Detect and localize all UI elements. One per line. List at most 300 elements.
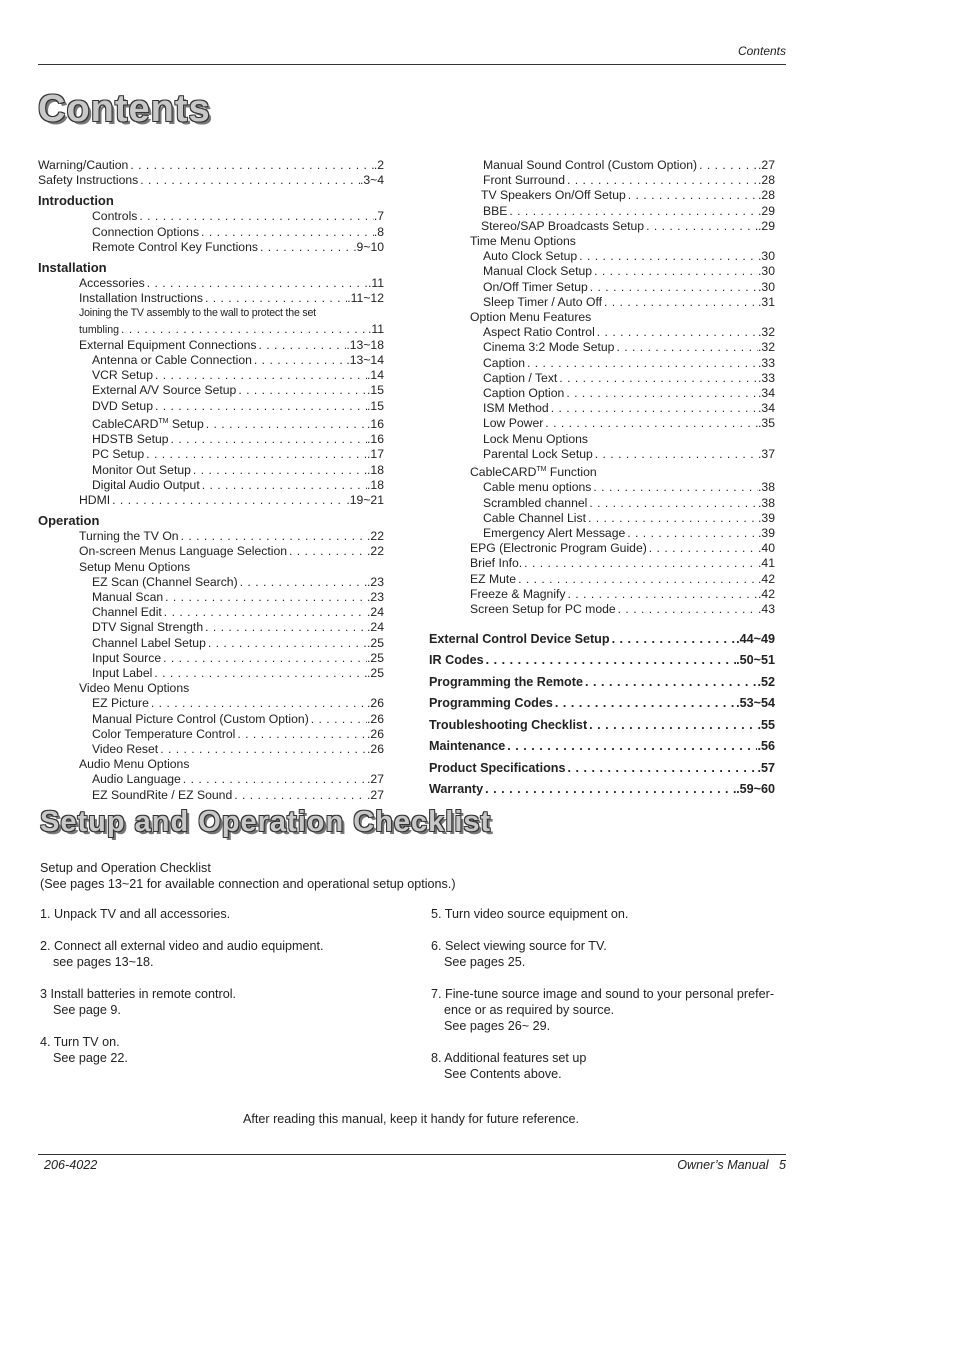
dot-leader <box>191 463 367 478</box>
toc-entry <box>429 602 775 617</box>
toc-entry <box>38 414 384 432</box>
dot-leader <box>647 541 758 556</box>
toc-entry-label <box>483 526 625 541</box>
toc-entry <box>38 353 384 368</box>
running-title: Contents <box>737 44 786 58</box>
toc-entry-label <box>92 605 162 620</box>
toc-page-number: .42 <box>758 571 775 586</box>
dot-leader <box>152 666 367 681</box>
page-footer <box>38 1154 786 1175</box>
toc-entry <box>38 696 384 711</box>
toc-entry-label <box>470 587 566 602</box>
dot-leader <box>179 529 367 544</box>
checklist-item-line: See Contents above. <box>444 1067 562 1081</box>
toc-entry <box>38 666 384 681</box>
toc-page-number: .22 <box>367 544 384 559</box>
toc-page-number: .7 <box>373 209 384 224</box>
toc-entry-title: CableCARD <box>92 416 159 431</box>
toc-subheading <box>38 757 384 772</box>
toc-entry <box>38 240 384 255</box>
toc-entry-label <box>483 480 591 495</box>
toc-entry <box>429 511 775 526</box>
toc-entry-title: Safety Instructions <box>38 173 139 188</box>
toc-entry-title-suffix: Setup <box>168 416 204 431</box>
toc-entry <box>429 696 775 711</box>
toc-left-column <box>38 158 384 803</box>
dot-leader <box>309 712 367 727</box>
toc-page-number: .23 <box>367 589 384 604</box>
toc-entry <box>38 276 384 291</box>
dot-leader <box>238 575 367 590</box>
toc-entry-label <box>92 478 200 493</box>
toc-page-number: .18 <box>367 477 384 492</box>
toc-entry <box>429 295 775 310</box>
toc-subheading-label: Joining the TV assembly to the wall to protect the set <box>79 307 316 320</box>
toc-entry-label <box>92 240 258 255</box>
dot-leader <box>149 696 367 711</box>
toc-entry-title: Low Power <box>483 416 544 431</box>
toc-entry <box>429 761 775 776</box>
dot-leader <box>549 401 758 416</box>
checklist-item-line: See pages 25. <box>444 955 526 969</box>
toc-entry-label <box>483 447 593 462</box>
toc-entry <box>429 782 775 797</box>
toc-entry-title: Caption / Text <box>483 370 558 385</box>
toc-page-number: .11~12 <box>347 291 384 306</box>
toc-entry-title: Product Specifications <box>429 760 566 775</box>
toc-entry-title: Brief Info. <box>470 556 523 571</box>
toc-entry-title: Parental Lock Setup <box>483 446 593 461</box>
toc-entry-label <box>483 356 525 371</box>
toc-subheading <box>38 560 384 575</box>
toc-entry <box>38 529 384 544</box>
toc-entry-label <box>483 340 614 355</box>
dot-leader <box>158 742 367 757</box>
dot-leader <box>644 219 758 234</box>
toc-entry-title: Programming the Remote <box>429 674 583 689</box>
toc-page-number: .26 <box>367 711 384 726</box>
checklist-title: Setup and Operation Checklist <box>40 806 492 838</box>
toc-entry-title: Warning/Caution <box>38 158 129 172</box>
dot-leader <box>200 478 367 493</box>
dot-leader <box>161 651 367 666</box>
checklist-item-line: 5. Turn video source equipment on. <box>431 907 629 921</box>
toc-entry <box>38 291 384 306</box>
toc-entry-label <box>92 651 161 666</box>
checklist-item <box>40 938 400 970</box>
toc-entry-title: Maintenance <box>429 739 506 754</box>
toc-entry <box>429 340 775 355</box>
toc-entry <box>38 383 384 398</box>
toc-subheading-label: Audio Menu Options <box>79 757 190 772</box>
toc-entry <box>429 572 775 587</box>
toc-entry <box>429 480 775 495</box>
checklist-item <box>40 1034 400 1066</box>
toc-entry-title: IR Codes <box>429 653 484 668</box>
toc-entry-label <box>92 353 252 368</box>
toc-entry <box>38 478 384 493</box>
toc-section-heading: Introduction <box>38 193 114 209</box>
dot-leader <box>287 544 367 559</box>
dot-leader <box>595 325 758 340</box>
toc-subheading <box>38 681 384 696</box>
toc-page-number: .56 <box>757 739 775 754</box>
toc-subheading-label: Option Menu Features <box>470 310 592 325</box>
toc-subheading <box>429 462 775 480</box>
toc-entry-label <box>483 204 507 219</box>
toc-entry-title: Cinema 3:2 Mode Setup <box>483 340 615 355</box>
toc-subheading <box>429 234 775 249</box>
toc-page-number: .13~14 <box>346 353 384 368</box>
toc-entry <box>429 653 775 668</box>
toc-entry <box>38 225 384 240</box>
dot-leader <box>614 340 758 355</box>
dot-leader <box>258 240 357 255</box>
checklist-item-line: 4. Turn TV on. <box>40 1035 120 1049</box>
closing-note: After reading this manual, keep it handy for future reference. <box>242 1112 580 1126</box>
dot-leader <box>505 739 757 754</box>
toc-entry <box>429 386 775 401</box>
toc-entry-label <box>429 675 583 690</box>
toc-entry-title: Accessories <box>79 276 145 291</box>
toc-page-number: .28 <box>758 188 775 203</box>
toc-entry <box>38 493 384 508</box>
toc-entry <box>38 605 384 620</box>
checklist-item-line: See page 22. <box>53 1051 128 1065</box>
checklist-item-line: see pages 13~18. <box>53 955 154 969</box>
toc-entry-label <box>79 291 203 306</box>
toc-section-heading: Installation <box>38 260 107 276</box>
toc-entry-title: Scrambled channel <box>483 495 588 510</box>
checklist-item-line: 2. Connect all external video and audio equipment. <box>40 939 324 953</box>
toc-subheading-label: Video Menu Options <box>79 681 190 696</box>
dot-leader <box>206 636 367 651</box>
toc-entry-label <box>470 556 522 571</box>
toc-entry <box>429 264 775 279</box>
dot-leader <box>483 782 736 797</box>
toc-entry-title: HDSTB Setup <box>92 432 169 447</box>
toc-entry <box>38 209 384 224</box>
toc-entry-label <box>483 386 564 401</box>
dot-leader <box>162 605 367 620</box>
toc-page-number: .27 <box>367 787 384 802</box>
toc-entry-label <box>483 173 565 188</box>
toc-entry-label <box>483 264 592 279</box>
toc-entry-title: EPG (Electronic Program Guide) <box>470 541 647 556</box>
dot-leader <box>586 511 758 526</box>
toc-entry-label <box>79 323 119 338</box>
toc-page-number: .25 <box>367 635 384 650</box>
toc-entry-label <box>92 447 144 462</box>
toc-entry-label <box>470 572 516 587</box>
toc-page-number: .30 <box>758 264 775 279</box>
toc-entry-label <box>481 219 644 234</box>
dot-leader <box>507 204 758 219</box>
toc-page-number: .8 <box>373 224 384 239</box>
toc-entry <box>38 742 384 757</box>
toc-section-heading: Operation <box>38 513 100 529</box>
dot-leader <box>697 158 758 173</box>
toc-page-number: .59~60 <box>736 782 775 797</box>
toc-subheading-label: CableCARD <box>470 465 537 480</box>
toc-page-number: .2 <box>373 158 384 172</box>
toc-entry-label <box>92 727 235 742</box>
toc-entry-title: Emergency Alert Message <box>483 525 626 540</box>
toc-page-number: .24 <box>367 605 384 620</box>
toc-page-number: .28 <box>758 173 775 188</box>
toc-page-number: .55 <box>757 717 775 732</box>
toc-entry-title: ISM Method <box>483 401 549 416</box>
toc-entry-label <box>470 541 647 556</box>
checklist-item-line: See page 9. <box>53 1003 121 1017</box>
toc-entry <box>429 447 775 462</box>
dot-leader <box>593 447 758 462</box>
toc-entry <box>38 447 384 462</box>
toc-entry <box>429 718 775 733</box>
dot-leader <box>235 727 367 742</box>
toc-entry <box>429 675 775 690</box>
toc-entry-label <box>92 463 191 478</box>
toc-page-number: .53~54 <box>736 696 775 711</box>
toc-subheading <box>429 432 775 447</box>
toc-entry-title: Color Temperature Control <box>92 726 236 741</box>
toc-page-number: .42 <box>758 586 775 601</box>
toc-entry-title: PC Setup <box>92 447 145 462</box>
toc-entry <box>429 204 775 219</box>
toc-entry-label <box>92 666 152 681</box>
toc-entry-title: Stereo/SAP Broadcasts Setup <box>481 218 645 233</box>
toc-entry-title: Aspect Ratio Control <box>483 325 595 340</box>
toc-entry-title: EZ SoundRite / EZ Sound <box>92 787 233 802</box>
dot-leader <box>236 383 367 398</box>
toc-entry <box>38 158 384 173</box>
toc-page-number: .33 <box>758 370 775 385</box>
toc-entry-title: Manual Clock Setup <box>483 264 593 279</box>
dot-leader <box>610 632 737 647</box>
dot-leader <box>484 653 737 668</box>
dot-leader <box>566 587 759 602</box>
dot-leader <box>522 556 758 571</box>
dot-leader <box>626 188 758 203</box>
toc-page-number: .57 <box>757 760 775 775</box>
toc-page-number: .27 <box>758 158 775 172</box>
dot-leader <box>588 280 758 295</box>
checklist-item-line: 6. Select viewing source for TV. <box>431 939 607 953</box>
toc-entry-label <box>38 158 128 173</box>
toc-entry-label <box>92 414 204 432</box>
dot-leader <box>591 480 758 495</box>
dot-leader <box>543 416 758 431</box>
toc-page-number: .34 <box>758 386 775 401</box>
toc-entry <box>429 173 775 188</box>
toc-entry-label <box>429 761 565 776</box>
toc-entry-title: EZ Scan (Channel Search) <box>92 574 238 589</box>
toc-entry-title: Manual Sound Control (Custom Option) <box>483 158 698 172</box>
toc-entry-label <box>470 602 616 617</box>
toc-page-number: .30 <box>758 279 775 294</box>
toc-entry-label <box>483 280 588 295</box>
toc-page-number: .32 <box>758 325 775 340</box>
toc-entry-label <box>429 632 610 647</box>
toc-entry <box>429 416 775 431</box>
toc-entry <box>429 496 775 511</box>
toc-entry-title: Troubleshooting Checklist <box>429 717 588 732</box>
dot-leader <box>144 447 367 462</box>
toc-entry-label <box>92 712 309 727</box>
toc-subheading-label: Time Menu Options <box>470 234 576 249</box>
checklist-item <box>431 986 791 1034</box>
toc-page-number: .13~18 <box>346 337 384 352</box>
toc-page-number: .31 <box>758 294 775 309</box>
toc-entry-title: Auto Clock Setup <box>483 249 578 264</box>
toc-entry-label <box>79 338 257 353</box>
toc-entry-title: Programming Codes <box>429 696 553 711</box>
dot-leader <box>625 526 758 541</box>
checklist-item-line: See pages 26~ 29. <box>444 1019 551 1033</box>
dot-leader <box>564 386 758 401</box>
toc-entry-title: Video Reset <box>92 741 159 756</box>
toc-entry-title: DTV Signal Strength <box>92 620 204 635</box>
toc-entry-label <box>92 383 236 398</box>
toc-entry <box>429 356 775 371</box>
trademark-mark: TM <box>158 417 169 425</box>
toc-page-number: .50~51 <box>736 653 775 668</box>
toc-entry-title: Manual Scan <box>92 589 164 604</box>
dot-leader <box>110 493 346 508</box>
toc-entry-label <box>92 590 163 605</box>
toc-entry-label <box>38 173 138 188</box>
toc-entry-title: Input Source <box>92 650 162 665</box>
toc-entry-label <box>79 493 110 508</box>
toc-entry-label <box>92 432 169 447</box>
toc-entry <box>429 739 775 754</box>
dot-leader <box>232 788 367 803</box>
toc-entry <box>38 368 384 383</box>
page-number: Owner’s Manual 5 <box>677 1158 786 1172</box>
toc-entry <box>38 651 384 666</box>
toc-entry <box>38 772 384 787</box>
checklist-item-line: ence or as required by source. <box>444 1003 615 1017</box>
toc-page-number: .38 <box>758 495 775 510</box>
toc-entry-label <box>92 742 158 757</box>
toc-entry-title: External A/V Source Setup <box>92 383 237 398</box>
dot-leader <box>163 590 367 605</box>
dot-leader <box>577 249 758 264</box>
dot-leader <box>583 675 758 690</box>
toc-page-number: .19~21 <box>346 492 384 507</box>
dot-leader <box>169 432 368 447</box>
toc-entry-title: Caption <box>483 355 526 370</box>
toc-page-number: .38 <box>758 480 775 495</box>
toc-entry-label <box>429 653 484 668</box>
document-number: 206-4022 <box>44 1158 98 1172</box>
toc-entry-title: Controls <box>92 209 138 224</box>
toc-entry-label <box>429 782 483 797</box>
dot-leader <box>257 338 347 353</box>
toc-page-number: .26 <box>367 696 384 711</box>
toc-entry-title: Front Surround <box>483 173 565 188</box>
dot-leader <box>119 322 368 337</box>
checklist-item <box>431 906 791 922</box>
toc-entry <box>38 399 384 414</box>
dot-leader <box>128 158 374 173</box>
toc-page-number: .32 <box>758 340 775 355</box>
toc-page-number: .23 <box>367 574 384 589</box>
toc-entry <box>429 632 775 647</box>
dot-leader <box>138 173 360 188</box>
toc-entry-title: External Equipment Connections <box>79 337 257 352</box>
toc-entry-title: Installation Instructions <box>79 291 203 306</box>
toc-entry <box>429 188 775 203</box>
toc-page-number: .24 <box>367 620 384 635</box>
toc-entry-label <box>483 325 595 340</box>
toc-subheading-label: Lock Menu Options <box>483 431 589 446</box>
toc-page-number: .39 <box>758 525 775 540</box>
toc-entry-title: Monitor Out Setup <box>92 462 191 477</box>
toc-page-number: .3~4 <box>359 173 384 188</box>
toc-entry-title: tumbling <box>79 323 120 336</box>
toc-entry-label <box>483 249 577 264</box>
dot-leader <box>181 772 367 787</box>
toc-page-number: .29 <box>758 218 775 233</box>
toc-entry <box>38 322 384 338</box>
toc-entry-title: HDMI <box>79 492 111 507</box>
toc-entry-label <box>481 188 626 203</box>
toc-entry-title: Screen Setup for PC mode <box>470 601 616 616</box>
toc-subheading-label-suffix: Function <box>546 465 597 480</box>
toc-entry <box>429 556 775 571</box>
toc-page-number: .25 <box>367 650 384 665</box>
dot-leader <box>525 356 758 371</box>
dot-leader <box>557 371 758 386</box>
page-header <box>38 42 786 65</box>
dot-leader <box>616 602 758 617</box>
checklist-item-line: 8. Additional features set up <box>431 1051 587 1065</box>
toc-entry <box>38 432 384 447</box>
toc-entry-title: Cable Channel List <box>483 510 586 525</box>
toc-entry-title: Audio Language <box>92 772 181 787</box>
checklist-item <box>40 906 400 922</box>
toc-entry-title: On/Off Timer Setup <box>483 279 588 294</box>
toc-right-column <box>429 158 775 797</box>
dot-leader <box>203 620 367 635</box>
toc-entry-label <box>429 696 553 711</box>
checklist-item <box>431 1050 791 1082</box>
toc-entry-label <box>483 371 557 386</box>
toc-entry-label <box>483 295 602 310</box>
toc-page-number: .25 <box>367 665 384 680</box>
toc-entry-label <box>92 368 153 383</box>
toc-page-number: .16 <box>367 432 384 447</box>
toc-entry-title: Manual Picture Control (Custom Option) <box>92 711 309 726</box>
checklist-intro <box>40 860 456 892</box>
toc-entry-title: EZ Mute <box>470 571 517 586</box>
toc-entry <box>38 620 384 635</box>
toc-entry-label <box>92 620 203 635</box>
checklist-item <box>40 986 400 1018</box>
checklist-item-line: 1. Unpack TV and all accessories. <box>40 907 231 921</box>
toc-entry <box>38 463 384 478</box>
toc-page-number: .22 <box>367 529 384 544</box>
toc-entry <box>38 173 384 188</box>
checklist-item <box>431 938 791 970</box>
toc-page-number: .14 <box>367 368 384 383</box>
toc-entry-label <box>429 718 587 733</box>
toc-entry <box>38 712 384 727</box>
toc-entry-label <box>92 209 137 224</box>
dot-leader <box>565 761 757 776</box>
dot-leader <box>153 399 367 414</box>
